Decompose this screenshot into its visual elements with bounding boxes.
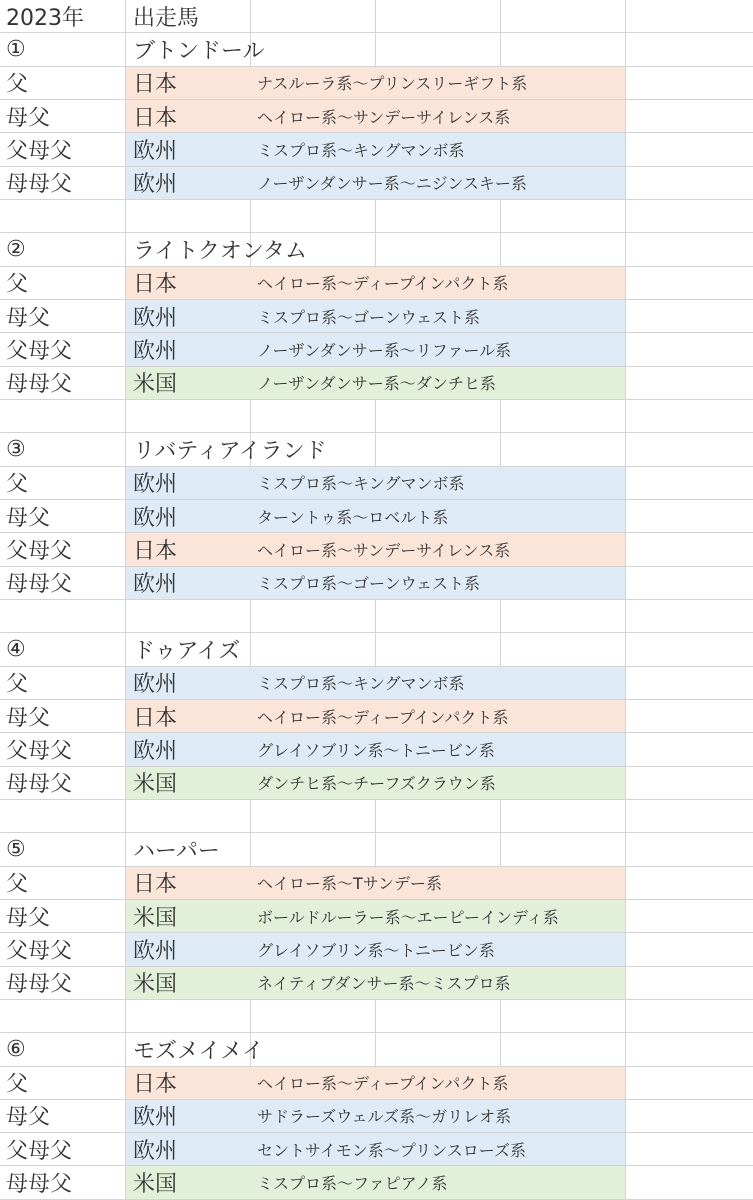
region-cell[interactable]: 欧州: [133, 172, 178, 198]
empty-cell[interactable]: [626, 1133, 753, 1166]
relation-cell[interactable]: 母母父: [0, 167, 126, 200]
lineage-band: [126, 867, 626, 900]
empty-cell[interactable]: [626, 767, 753, 800]
empty-cell[interactable]: [626, 0, 753, 33]
empty-cell[interactable]: [626, 400, 753, 433]
empty-cell[interactable]: [126, 200, 251, 233]
relation-cell[interactable]: 母母父: [0, 967, 126, 1000]
relation-cell[interactable]: 母母父: [0, 767, 126, 800]
relation-cell[interactable]: 父: [0, 467, 126, 500]
empty-cell[interactable]: [126, 1000, 251, 1033]
empty-cell[interactable]: [501, 300, 626, 332]
empty-cell[interactable]: [501, 700, 626, 732]
lineage-cell[interactable]: ミスプロ系〜ゴーンウェスト系: [257, 574, 481, 594]
lineage-cell[interactable]: ナスルーラ系〜プリンスリーギフト系: [257, 74, 528, 94]
region-cell[interactable]: 日本: [133, 538, 178, 564]
empty-cell[interactable]: [626, 467, 753, 500]
lineage-cell[interactable]: ミスプロ系〜ファピアノ系: [257, 1174, 448, 1194]
region-cell[interactable]: 欧州: [133, 138, 178, 164]
empty-cell[interactable]: [626, 233, 753, 266]
pedigree-row: [0, 333, 753, 366]
empty-cell[interactable]: [626, 567, 753, 600]
empty-cell[interactable]: [376, 633, 501, 666]
lineage-cell[interactable]: ヘイロー系〜Tサンデー系: [257, 874, 442, 894]
region-cell[interactable]: 米国: [133, 772, 178, 798]
empty-cell[interactable]: [626, 967, 753, 1000]
relation-cell[interactable]: 父母父: [0, 133, 126, 166]
pedigree-row: [0, 467, 753, 500]
empty-cell[interactable]: [376, 833, 501, 866]
horse-title-row: [0, 33, 753, 66]
region-cell[interactable]: 日本: [133, 1072, 178, 1098]
empty-cell[interactable]: [626, 433, 753, 466]
pedigree-row: [0, 500, 753, 533]
empty-cell[interactable]: [251, 1033, 376, 1066]
empty-cell[interactable]: [126, 600, 251, 633]
empty-cell[interactable]: [501, 200, 626, 233]
empty-cell[interactable]: [0, 600, 126, 633]
empty-cell[interactable]: [501, 267, 626, 299]
empty-cell[interactable]: [626, 1166, 753, 1199]
region-cell[interactable]: 欧州: [133, 672, 178, 698]
lineage-cell[interactable]: ヘイロー系〜サンデーサイレンス系: [257, 107, 511, 127]
relation-cell[interactable]: 父: [0, 667, 126, 700]
empty-cell[interactable]: [501, 433, 626, 466]
lineage-band: [126, 100, 626, 133]
spacer-row: [0, 800, 753, 833]
empty-cell[interactable]: [626, 800, 753, 833]
region-cell[interactable]: 日本: [133, 705, 178, 731]
empty-cell[interactable]: [501, 567, 626, 599]
relation-cell[interactable]: 母父: [0, 900, 126, 933]
empty-cell[interactable]: [0, 800, 126, 833]
empty-cell[interactable]: [376, 1000, 501, 1033]
relation-cell[interactable]: 父: [0, 867, 126, 900]
empty-cell[interactable]: [626, 900, 753, 933]
empty-cell[interactable]: [251, 200, 376, 233]
empty-cell[interactable]: [626, 100, 753, 133]
empty-cell[interactable]: [626, 1067, 753, 1100]
lineage-cell[interactable]: ミスプロ系〜キングマンボ系: [257, 140, 465, 160]
spacer-row: [0, 600, 753, 633]
region-cell[interactable]: 欧州: [133, 505, 178, 531]
empty-cell[interactable]: [626, 33, 753, 66]
relation-cell[interactable]: 母母父: [0, 567, 126, 600]
lineage-cell[interactable]: ヘイロー系〜ディープインパクト系: [257, 707, 509, 727]
lineage-band: [126, 467, 626, 500]
empty-cell[interactable]: [501, 233, 626, 266]
lineage-cell[interactable]: ターントゥ系〜ロベルト系: [257, 507, 449, 527]
relation-cell[interactable]: 父母父: [0, 933, 126, 966]
horse-number-cell[interactable]: ⑥: [0, 1033, 126, 1066]
region-cell[interactable]: 米国: [133, 905, 178, 931]
empty-cell[interactable]: [626, 700, 753, 733]
empty-cell[interactable]: [626, 833, 753, 866]
pedigree-row: [0, 533, 753, 566]
relation-cell[interactable]: 父母父: [0, 533, 126, 566]
empty-cell[interactable]: [0, 1000, 126, 1033]
empty-cell[interactable]: [501, 800, 626, 833]
empty-cell[interactable]: [251, 400, 376, 433]
horse-number-cell[interactable]: ②: [0, 233, 126, 266]
lineage-cell[interactable]: ミスプロ系〜キングマンボ系: [257, 474, 465, 494]
horse-title-row: [0, 1033, 753, 1066]
empty-cell[interactable]: [626, 633, 753, 666]
empty-cell[interactable]: [626, 333, 753, 366]
pedigree-row: [0, 700, 753, 733]
lineage-band: [126, 500, 626, 533]
pedigree-row: [0, 767, 753, 800]
empty-cell[interactable]: [126, 400, 251, 433]
region-cell[interactable]: 欧州: [133, 1105, 178, 1131]
empty-cell[interactable]: [626, 733, 753, 766]
relation-cell[interactable]: 父母父: [0, 733, 126, 766]
pedigree-row: [0, 967, 753, 1000]
lineage-band: [126, 1166, 626, 1199]
empty-cell[interactable]: [501, 833, 626, 866]
lineage-cell[interactable]: サドラーズウェルズ系〜ガリレオ系: [257, 1107, 512, 1127]
lineage-cell[interactable]: ボールドルーラー系〜エーピーインディ系: [257, 907, 559, 927]
relation-cell[interactable]: 父母父: [0, 333, 126, 366]
horse-title-row: [0, 433, 753, 466]
pedigree-row: [0, 567, 753, 600]
empty-cell[interactable]: [626, 200, 753, 233]
horse-name-cell[interactable]: モズメイメイ: [126, 1033, 251, 1066]
empty-cell[interactable]: [501, 533, 626, 565]
empty-cell[interactable]: [626, 267, 753, 300]
empty-cell[interactable]: [251, 833, 376, 866]
lineage-band: [126, 533, 626, 566]
horse-number-cell[interactable]: ⑤: [0, 833, 126, 866]
region-cell[interactable]: 欧州: [133, 572, 178, 598]
relation-cell[interactable]: 父: [0, 267, 126, 300]
pedigree-row: [0, 667, 753, 700]
horse-name-cell[interactable]: ブトンドール: [126, 33, 251, 66]
lineage-band: [126, 333, 626, 366]
empty-cell[interactable]: [626, 500, 753, 533]
empty-cell[interactable]: [626, 667, 753, 700]
empty-cell[interactable]: [626, 867, 753, 900]
empty-cell[interactable]: [501, 1000, 626, 1033]
empty-cell[interactable]: [501, 1067, 626, 1099]
lineage-band: [126, 700, 626, 733]
empty-cell[interactable]: [501, 867, 626, 899]
lineage-band: [126, 67, 626, 100]
lineage-cell[interactable]: ミスプロ系〜ゴーンウェスト系: [257, 307, 481, 327]
relation-cell[interactable]: 母父: [0, 700, 126, 733]
horse-title-row: [0, 233, 753, 266]
year-cell[interactable]: 2023年: [0, 0, 126, 33]
region-cell[interactable]: 日本: [133, 72, 178, 98]
lineage-cell[interactable]: セントサイモン系〜プリンスローズ系: [257, 1140, 526, 1160]
lineage-band: [126, 967, 626, 1000]
empty-cell[interactable]: [251, 800, 376, 833]
relation-cell[interactable]: 母母父: [0, 1166, 126, 1199]
column-title-cell[interactable]: 出走馬: [126, 0, 251, 33]
pedigree-row: [0, 1067, 753, 1100]
horse-name-cell[interactable]: リバティアイランド: [126, 433, 251, 466]
empty-cell[interactable]: [626, 1000, 753, 1033]
horse-title-row: [0, 633, 753, 666]
empty-cell[interactable]: [376, 1033, 501, 1066]
empty-cell[interactable]: [626, 1100, 753, 1133]
lineage-cell[interactable]: ノーザンダンサー系〜リファール系: [257, 340, 512, 360]
region-cell[interactable]: 欧州: [133, 1138, 178, 1164]
empty-cell[interactable]: [501, 33, 626, 66]
empty-cell[interactable]: [626, 133, 753, 166]
pedigree-row: [0, 867, 753, 900]
pedigree-row: [0, 100, 753, 133]
relation-cell[interactable]: 父: [0, 67, 126, 100]
region-cell[interactable]: 欧州: [133, 338, 178, 364]
empty-cell[interactable]: [376, 600, 501, 633]
pedigree-row: [0, 733, 753, 766]
lineage-cell[interactable]: ヘイロー系〜ディープインパクト系: [257, 1074, 509, 1094]
lineage-band: [126, 1100, 626, 1133]
empty-cell[interactable]: [251, 33, 376, 66]
empty-cell[interactable]: [501, 467, 626, 499]
lineage-cell[interactable]: ダンチヒ系〜チーフズクラウン系: [257, 774, 496, 794]
empty-cell[interactable]: [251, 1000, 376, 1033]
empty-cell[interactable]: [376, 0, 501, 33]
region-cell[interactable]: 日本: [133, 272, 178, 298]
lineage-cell[interactable]: ネイティブダンサー系〜ミスプロ系: [257, 974, 511, 994]
lineage-band: [126, 900, 626, 933]
empty-cell[interactable]: [251, 600, 376, 633]
relation-cell[interactable]: 父: [0, 1067, 126, 1100]
lineage-band: [126, 367, 626, 400]
lineage-band: [126, 667, 626, 700]
empty-cell[interactable]: [501, 333, 626, 365]
region-cell[interactable]: 欧州: [133, 938, 178, 964]
lineage-band: [126, 1067, 626, 1100]
relation-cell[interactable]: 母父: [0, 300, 126, 333]
pedigree-row: [0, 1133, 753, 1166]
empty-cell[interactable]: [626, 1033, 753, 1066]
lineage-band: [126, 767, 626, 800]
empty-cell[interactable]: [501, 667, 626, 699]
lineage-band: [126, 933, 626, 966]
lineage-cell[interactable]: ノーザンダンサー系〜ダンチヒ系: [257, 374, 496, 394]
lineage-band: [126, 733, 626, 766]
lineage-band: [126, 167, 626, 200]
horse-number-cell[interactable]: ④: [0, 633, 126, 666]
empty-cell[interactable]: [501, 967, 626, 999]
pedigree-row: [0, 1100, 753, 1133]
region-cell[interactable]: 米国: [133, 972, 178, 998]
empty-cell[interactable]: [126, 800, 251, 833]
empty-cell[interactable]: [626, 167, 753, 200]
lineage-cell[interactable]: ヘイロー系〜サンデーサイレンス系: [257, 540, 511, 560]
lineage-band: [126, 267, 626, 300]
empty-cell[interactable]: [626, 933, 753, 966]
horse-title-row: [0, 833, 753, 866]
region-cell[interactable]: 米国: [133, 372, 178, 398]
empty-cell[interactable]: [501, 633, 626, 666]
empty-cell[interactable]: [501, 100, 626, 132]
relation-cell[interactable]: 母母父: [0, 367, 126, 400]
empty-cell[interactable]: [501, 933, 626, 965]
empty-cell[interactable]: [501, 1033, 626, 1066]
horse-name-cell[interactable]: ハーパー: [126, 833, 251, 866]
empty-cell[interactable]: [376, 400, 501, 433]
region-cell[interactable]: 日本: [133, 105, 178, 131]
region-cell[interactable]: 欧州: [133, 472, 178, 498]
lineage-cell[interactable]: ヘイロー系〜ディープインパクト系: [257, 274, 509, 294]
horse-name-cell[interactable]: ドゥアイズ: [126, 633, 251, 666]
empty-cell[interactable]: [501, 1100, 626, 1132]
empty-cell[interactable]: [501, 367, 626, 399]
relation-cell[interactable]: 父母父: [0, 1133, 126, 1166]
empty-cell[interactable]: [501, 733, 626, 765]
lineage-band: [126, 133, 626, 166]
empty-cell[interactable]: [0, 200, 126, 233]
empty-cell[interactable]: [626, 367, 753, 400]
region-cell[interactable]: 欧州: [133, 305, 178, 331]
horse-number-cell[interactable]: ③: [0, 433, 126, 466]
relation-cell[interactable]: 母父: [0, 1100, 126, 1133]
lineage-cell[interactable]: グレイソブリン系〜トニービン系: [257, 940, 495, 960]
lineage-cell[interactable]: グレイソブリン系〜トニービン系: [257, 740, 495, 760]
empty-cell[interactable]: [501, 1166, 626, 1198]
pedigree-row: [0, 1166, 753, 1199]
lineage-band: [126, 1133, 626, 1166]
spacer-row: [0, 400, 753, 433]
empty-cell[interactable]: [251, 633, 376, 666]
empty-cell[interactable]: [501, 400, 626, 433]
lineage-band: [126, 300, 626, 333]
empty-cell[interactable]: [376, 433, 501, 466]
pedigree-row: [0, 267, 753, 300]
empty-cell[interactable]: [501, 133, 626, 165]
empty-cell[interactable]: [251, 433, 376, 466]
empty-cell[interactable]: [251, 233, 376, 266]
lineage-cell[interactable]: ミスプロ系〜キングマンボ系: [257, 674, 465, 694]
pedigree-row: [0, 167, 753, 200]
horse-name-cell[interactable]: ライトクオンタム: [126, 233, 251, 266]
empty-cell[interactable]: [0, 400, 126, 433]
relation-cell[interactable]: 母父: [0, 500, 126, 533]
pedigree-row: [0, 133, 753, 166]
empty-cell[interactable]: [376, 33, 501, 66]
spacer-row: [0, 200, 753, 233]
empty-cell[interactable]: [626, 300, 753, 333]
region-cell[interactable]: 米国: [133, 1172, 178, 1198]
pedigree-row: [0, 900, 753, 933]
empty-cell[interactable]: [501, 500, 626, 532]
pedigree-row: [0, 67, 753, 100]
pedigree-row: [0, 300, 753, 333]
empty-cell[interactable]: [626, 67, 753, 100]
region-cell[interactable]: 欧州: [133, 738, 178, 764]
relation-cell[interactable]: 母父: [0, 100, 126, 133]
empty-cell[interactable]: [626, 600, 753, 633]
pedigree-row: [0, 933, 753, 966]
empty-cell[interactable]: [501, 600, 626, 633]
empty-cell[interactable]: [376, 200, 501, 233]
region-cell[interactable]: 日本: [133, 872, 178, 898]
pedigree-row: [0, 367, 753, 400]
empty-cell[interactable]: [251, 0, 376, 33]
empty-cell[interactable]: [376, 233, 501, 266]
header-row: [0, 0, 753, 33]
lineage-cell[interactable]: ノーザンダンサー系〜ニジンスキー系: [257, 174, 527, 194]
spacer-row: [0, 1000, 753, 1033]
empty-cell[interactable]: [376, 800, 501, 833]
empty-cell[interactable]: [501, 0, 626, 33]
empty-cell[interactable]: [501, 767, 626, 799]
empty-cell[interactable]: [626, 533, 753, 566]
horse-number-cell[interactable]: ①: [0, 33, 126, 66]
lineage-band: [126, 567, 626, 600]
